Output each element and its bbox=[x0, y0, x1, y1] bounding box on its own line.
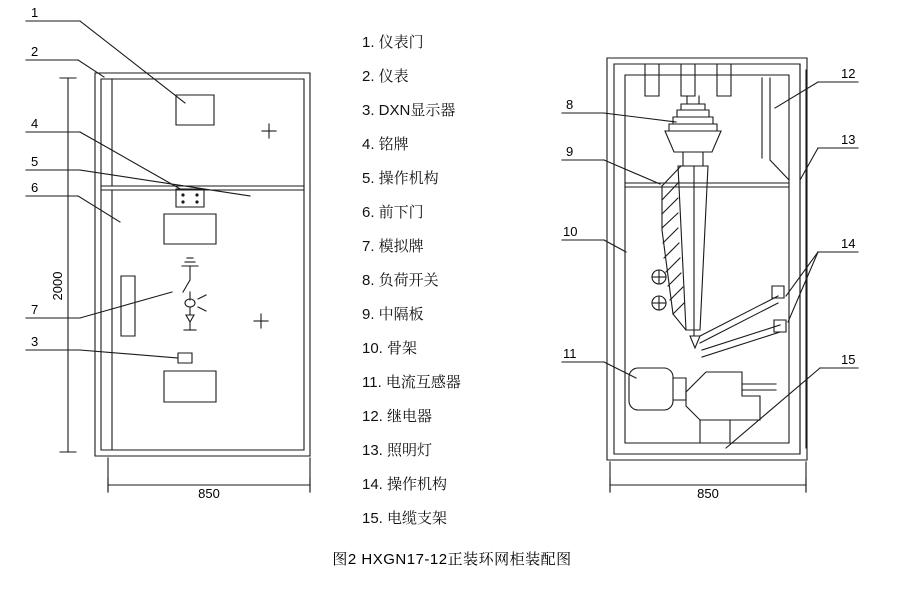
left-cabinet-view bbox=[26, 21, 310, 492]
busbar-1 bbox=[645, 64, 659, 96]
callout-label-14: 14 bbox=[841, 236, 856, 251]
left-width-label: 850 bbox=[198, 486, 220, 501]
right-cabinet-outline bbox=[607, 58, 807, 460]
callout-label-7: 7 bbox=[31, 302, 39, 317]
callout-label-10: 10 bbox=[563, 224, 578, 239]
busbar-2 bbox=[681, 64, 695, 96]
switch-body bbox=[662, 166, 708, 348]
legend-item: 2. 仪表 bbox=[362, 68, 409, 85]
nameplate-rect bbox=[164, 214, 216, 244]
load-switch-insulator bbox=[665, 96, 721, 166]
current-transformer bbox=[629, 368, 686, 410]
figure-caption: 图2 HXGN17-12正装环网柜装配图 bbox=[332, 551, 572, 568]
right-width-label: 850 bbox=[697, 486, 719, 501]
legend-item: 8. 负荷开关 bbox=[362, 272, 439, 289]
right-callout-underlines bbox=[562, 82, 858, 368]
callout-label-12: 12 bbox=[841, 66, 856, 81]
legend-item: 4. 铭牌 bbox=[362, 136, 409, 153]
legend-item: 15. 电缆支架 bbox=[362, 510, 448, 527]
left-cabinet-inner bbox=[101, 79, 304, 450]
lower-panel-rect bbox=[164, 371, 216, 402]
legend-item: 9. 中隔板 bbox=[362, 306, 424, 323]
height-dimension bbox=[60, 78, 76, 452]
callout-label-4: 4 bbox=[31, 116, 39, 131]
dxn-display-rect bbox=[178, 353, 192, 363]
legend-item: 14. 操作机构 bbox=[362, 476, 448, 493]
right-cabinet-inner bbox=[614, 64, 800, 454]
upper-door-cross bbox=[262, 124, 276, 138]
callout-label-9: 9 bbox=[566, 144, 574, 159]
meter-rect bbox=[176, 95, 214, 125]
legend-list bbox=[362, 26, 552, 536]
left-cabinet-outline bbox=[95, 73, 310, 456]
legend-item: 3. DXN显示器 bbox=[362, 102, 456, 119]
legend-item: 5. 操作机构 bbox=[362, 170, 439, 187]
callout-label-15: 15 bbox=[841, 352, 856, 367]
legend-item: 11. 电流互感器 bbox=[362, 374, 461, 391]
legend-item: 7. 模拟牌 bbox=[362, 238, 424, 255]
legend-item: 10. 骨架 bbox=[362, 340, 418, 357]
callout-label-5: 5 bbox=[31, 154, 39, 169]
callout-label-13: 13 bbox=[841, 132, 856, 147]
legend-item: 6. 前下门 bbox=[362, 204, 424, 221]
busbar-3 bbox=[717, 64, 731, 96]
frame-fasteners bbox=[652, 270, 666, 310]
cable-bracket bbox=[686, 372, 776, 442]
callout-label-2: 2 bbox=[31, 44, 39, 59]
mimic-diagram bbox=[182, 258, 206, 330]
height-dimension-label: 2000 bbox=[50, 271, 65, 301]
right-operating-linkage bbox=[700, 286, 786, 357]
callout-label-11: 11 bbox=[563, 346, 577, 361]
callout-label-8: 8 bbox=[566, 97, 574, 112]
right-frame-inner bbox=[625, 75, 789, 443]
legend-item: 13. 照明灯 bbox=[362, 442, 433, 459]
callout-label-3: 3 bbox=[31, 334, 39, 349]
legend-item: 1. 仪表门 bbox=[362, 34, 424, 51]
callout-label-6: 6 bbox=[31, 180, 39, 195]
operating-mechanism-panel bbox=[176, 189, 204, 207]
relay-outline bbox=[770, 78, 789, 180]
legend-item: 12. 继电器 bbox=[362, 408, 433, 425]
lower-door-cross bbox=[254, 314, 268, 328]
right-cabinet-view bbox=[562, 58, 858, 492]
callout-label-1: 1 bbox=[31, 5, 39, 20]
